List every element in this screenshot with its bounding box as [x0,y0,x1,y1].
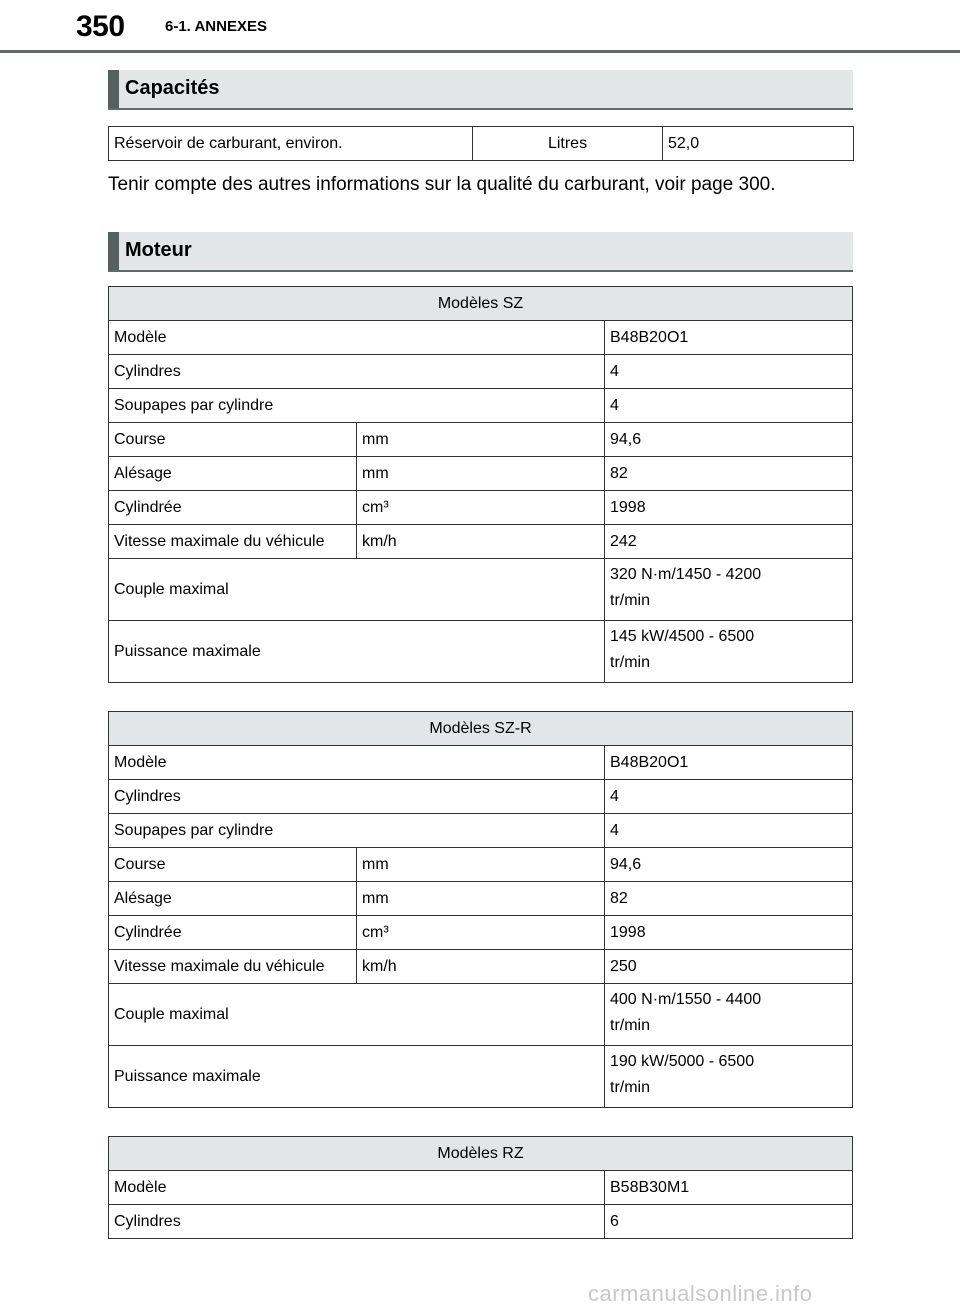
row-unit: cm³ [357,491,605,525]
row-label: Puissance maximale [109,621,605,683]
row-value: 94,6 [605,423,853,457]
page-number: 350 [76,10,125,43]
row-label: Course [109,423,357,457]
row-value: 4 [605,355,853,389]
row-unit: mm [357,848,605,882]
row-value-line2: tr/min [610,1017,650,1034]
table-row [109,127,854,161]
table-row [109,848,853,882]
fuel-note: Tenir compte des autres informations sur la qualité du carburant, voir page 300. [108,174,776,195]
table-heading: Modèles SZ [109,287,853,321]
row-value: 4 [605,389,853,423]
row-label: Course [109,848,357,882]
row-value: 94,6 [605,848,853,882]
header-rule [0,50,960,53]
table-row [109,916,853,950]
row-label: Soupapes par cylindre [109,814,605,848]
row-value: 250 [605,950,853,984]
row-value: 82 [605,457,853,491]
table-row [109,355,853,389]
row-value-line2: tr/min [610,592,650,609]
row-label: Puissance maximale [109,1046,605,1108]
table-row [109,780,853,814]
capacity-unit: Litres [473,127,663,161]
row-unit: km/h [357,525,605,559]
table-row [109,984,853,1046]
row-unit: mm [357,423,605,457]
row-value: 6 [605,1205,853,1239]
row-value: B48B20O1 [605,321,853,355]
row-value: 1998 [605,491,853,525]
table-row [109,746,853,780]
row-value: 242 [605,525,853,559]
row-value: 4 [605,814,853,848]
row-label: Couple maximal [109,984,605,1046]
row-value: 1998 [605,916,853,950]
row-value [605,984,853,1046]
table-row [109,814,853,848]
engine-table-rz [108,1136,853,1239]
table-row [109,423,853,457]
table-row [109,321,853,355]
section-heading-moteur [108,232,853,272]
row-value-line1: 145 kW/4500 - 6500 [610,628,755,645]
table-row [109,1171,853,1205]
row-value [605,1046,853,1108]
row-label: Modèle [109,1171,605,1205]
row-label: Soupapes par cylindre [109,389,605,423]
capacity-label: Réservoir de carburant, environ. [109,127,473,161]
row-value-line1: 320 N·m/1450 - 4200 [610,566,762,583]
capacites-table [108,126,854,161]
watermark: carmanualsonline.info [588,1281,813,1306]
row-label: Cylindrée [109,491,357,525]
section-heading-bar [108,232,119,270]
row-unit: mm [357,457,605,491]
page-header [0,0,960,54]
row-label: Alésage [109,882,357,916]
table-heading-row [109,712,853,746]
row-label: Vitesse maximale du véhicule [109,950,357,984]
section-heading-capacites [108,70,853,110]
row-label: Cylindres [109,355,605,389]
engine-table-sz [108,286,853,683]
table-row [109,559,853,621]
table-row [109,621,853,683]
row-unit: cm³ [357,916,605,950]
table-row [109,525,853,559]
table-heading: Modèles RZ [109,1137,853,1171]
row-value-line2: tr/min [610,654,650,671]
row-unit: mm [357,882,605,916]
table-row [109,882,853,916]
table-row [109,1205,853,1239]
section-title-moteur: Moteur [125,239,192,261]
row-value-line1: 190 kW/5000 - 6500 [610,1053,755,1070]
row-value: B58B30M1 [605,1171,853,1205]
table-row [109,950,853,984]
table-heading-row [109,1137,853,1171]
row-value [605,621,853,683]
row-value-line2: tr/min [610,1079,650,1096]
section-label: 6-1. ANNEXES [165,18,267,35]
row-label: Modèle [109,746,605,780]
table-row [109,457,853,491]
row-value: 82 [605,882,853,916]
section-title-capacites: Capacités [125,77,220,99]
table-row [109,1046,853,1108]
row-value [605,559,853,621]
capacity-value: 52,0 [663,127,854,161]
row-label: Couple maximal [109,559,605,621]
row-value: 4 [605,780,853,814]
section-heading-bar [108,70,119,108]
row-label: Cylindres [109,1205,605,1239]
row-label: Cylindres [109,780,605,814]
row-value: B48B20O1 [605,746,853,780]
table-row [109,491,853,525]
row-label: Cylindrée [109,916,357,950]
table-row [109,389,853,423]
row-label: Vitesse maximale du véhicule [109,525,357,559]
row-value-line1: 400 N·m/1550 - 4400 [610,991,762,1008]
row-unit: km/h [357,950,605,984]
row-label: Alésage [109,457,357,491]
engine-table-sz-r [108,711,853,1108]
row-label: Modèle [109,321,605,355]
table-heading-row [109,287,853,321]
table-heading: Modèles SZ-R [109,712,853,746]
